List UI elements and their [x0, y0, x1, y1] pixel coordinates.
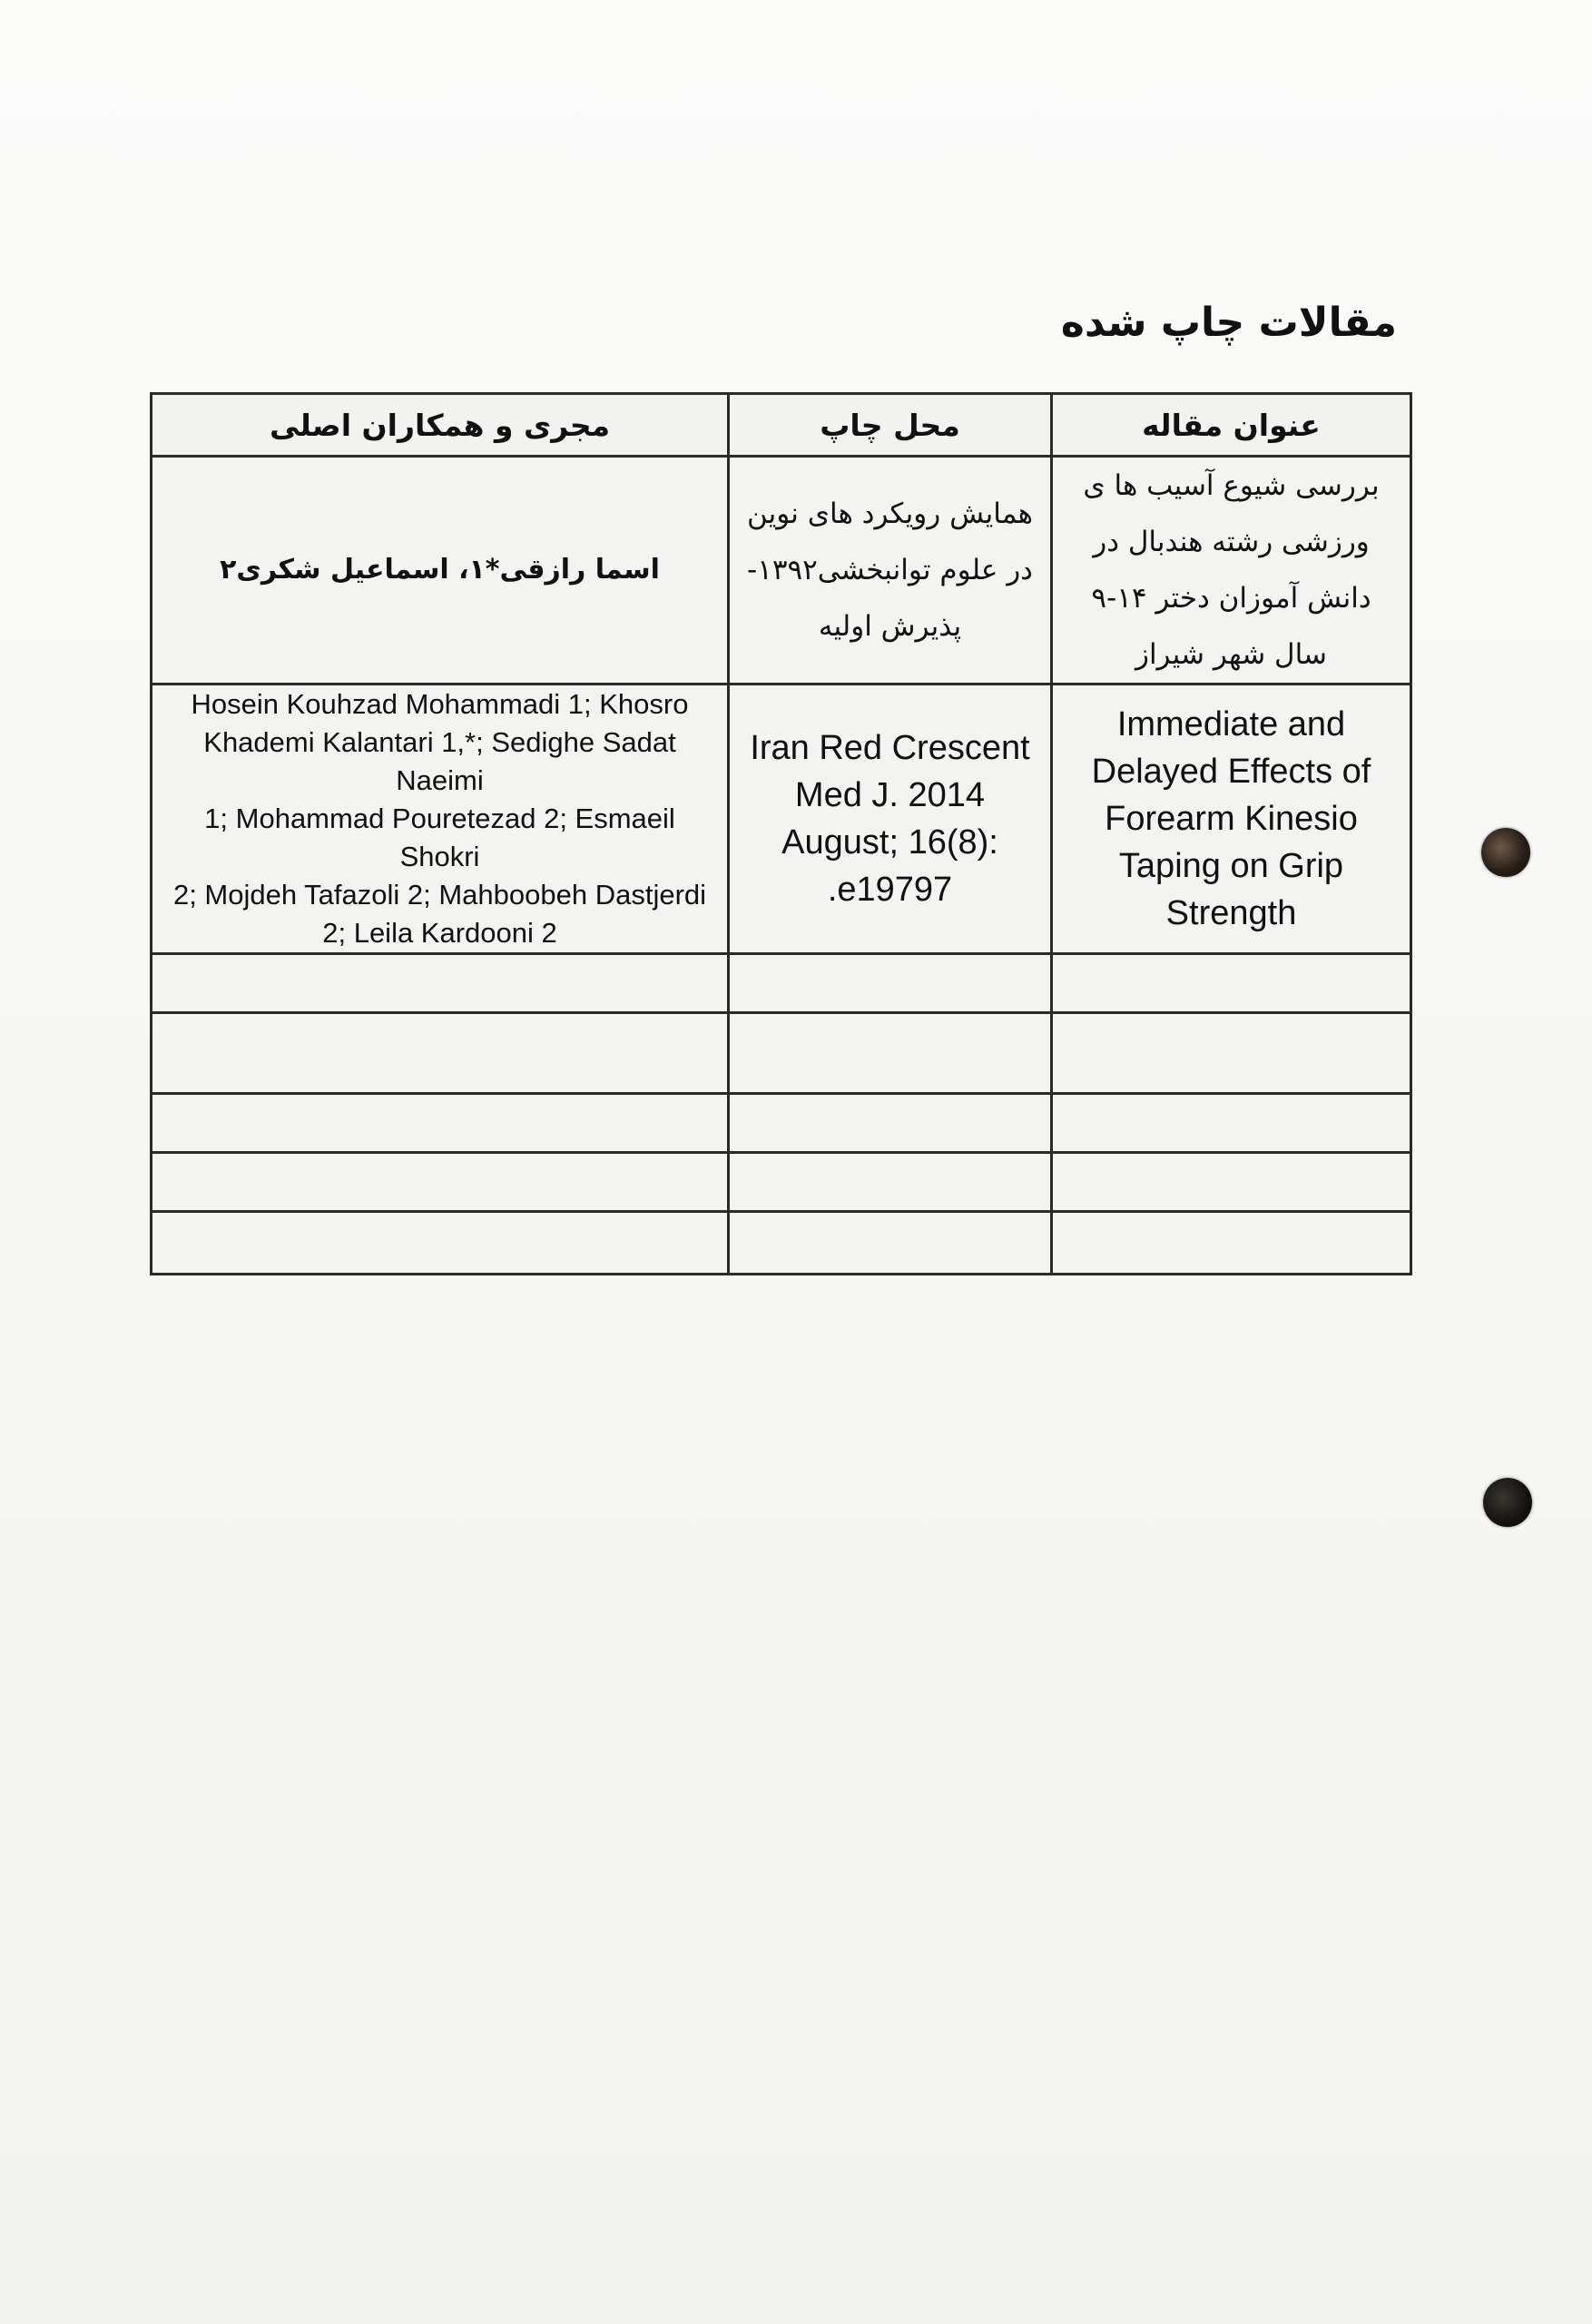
- cell-line: پذیرش اولیه: [818, 610, 962, 643]
- cell-line: Med J. 2014: [794, 776, 986, 814]
- cell-line: در علوم توانبخشی۱۳۹۲-: [747, 554, 1033, 586]
- cell-authors: [152, 684, 729, 954]
- cell-title: [1052, 684, 1411, 954]
- cell-place: [729, 684, 1052, 954]
- header-place: محل چاپ: [729, 394, 1052, 457]
- cell-line: سال شهر شیراز: [1135, 638, 1328, 671]
- empty-cell: [152, 1094, 729, 1153]
- empty-cell: [729, 1153, 1052, 1212]
- empty-cell: [1052, 1212, 1411, 1275]
- cell-line: ورزشی رشته هندبال در: [1093, 526, 1370, 558]
- cell-line: بررسی شیوع آسیب ها ی: [1083, 469, 1380, 502]
- cell-line: اسما رازقی*۱، اسماعیل شکری۲: [220, 554, 660, 586]
- punch-hole-decoration: [1481, 828, 1530, 877]
- punch-hole-decoration: [1483, 1478, 1532, 1527]
- table-row: [152, 684, 1411, 954]
- empty-cell: [1052, 1013, 1411, 1094]
- empty-cell: [152, 954, 729, 1013]
- table-header-row: [152, 394, 1411, 457]
- publications-table: [150, 392, 1412, 1275]
- empty-cell: [729, 1013, 1052, 1094]
- cell-place: [729, 457, 1052, 684]
- empty-cell: [729, 1094, 1052, 1153]
- cell-authors: [152, 457, 729, 684]
- empty-row: [152, 954, 1411, 1013]
- cell-line: Khademi Kalantari 1,*; Sedighe Sadat Naeimi: [203, 726, 676, 796]
- cell-line: 1; Mohammad Pouretezad 2; Esmaeil Shokri: [204, 803, 675, 872]
- empty-cell: [1052, 1094, 1411, 1153]
- cell-line: Immediate and: [1116, 705, 1346, 743]
- empty-row: [152, 1153, 1411, 1212]
- header-title: عنوان مقاله: [1052, 394, 1411, 457]
- cell-line: Forearm Kinesio: [1105, 800, 1358, 838]
- cell-line: Taping on Grip: [1118, 847, 1344, 885]
- header-authors: مجری و همکاران اصلی: [152, 394, 729, 457]
- empty-cell: [152, 1153, 729, 1212]
- cell-line: Iran Red Crescent: [750, 729, 1030, 767]
- empty-cell: [729, 954, 1052, 1013]
- cell-line: دانش آموزان دختر ۱۴-۹: [1091, 582, 1371, 615]
- cell-line: Strength: [1165, 894, 1297, 932]
- page-title: مقالات چاپ شده: [1060, 300, 1397, 346]
- empty-cell: [729, 1212, 1052, 1275]
- cell-line: همایش رویکرد های نوین: [747, 497, 1033, 530]
- empty-cell: [1052, 1153, 1411, 1212]
- table-row: [152, 457, 1411, 684]
- cell-title: [1052, 457, 1411, 684]
- cell-line: 2; Leila Kardooni 2: [322, 917, 557, 949]
- cell-line: August; 16(8):: [781, 823, 998, 862]
- cell-line: Delayed Effects of: [1091, 753, 1371, 791]
- cell-line: 2; Mojdeh Tafazoli 2; Mahboobeh Dastjerdi: [172, 879, 707, 911]
- empty-row: [152, 1013, 1411, 1094]
- empty-row: [152, 1212, 1411, 1275]
- empty-cell: [1052, 954, 1411, 1013]
- empty-cell: [152, 1212, 729, 1275]
- cell-line: Hosein Kouhzad Mohammadi 1; Khosro: [191, 688, 689, 720]
- empty-cell: [152, 1013, 729, 1094]
- empty-row: [152, 1094, 1411, 1153]
- cell-line: .e19797: [827, 871, 953, 909]
